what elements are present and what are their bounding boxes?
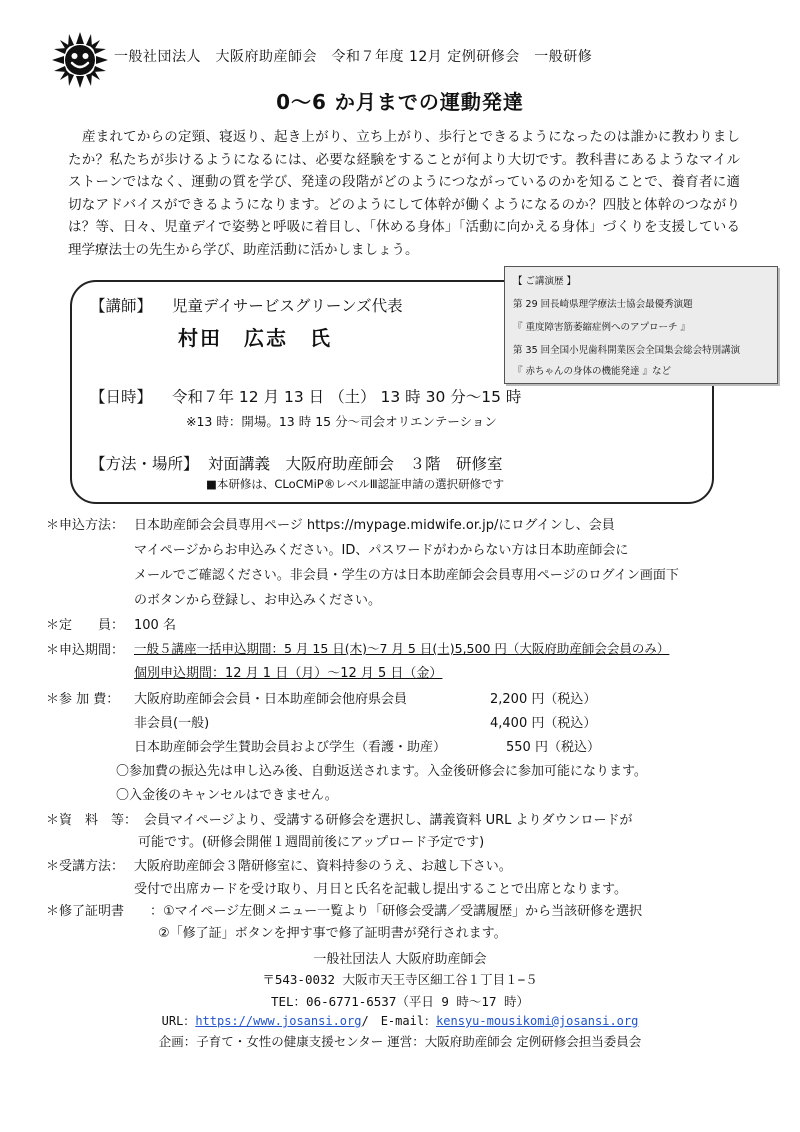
fee-label: ＊参 加 費： [46,692,120,707]
method-value: 対面講義 大阪府助産師会 ３階 研修室 [208,455,503,473]
lecturer-affiliation: 児童デイサービスグリーンズ代表 [172,297,403,315]
certificate-line: ②「修了証」ボタンを押す事で修了証明書が発行されます。 [158,926,507,941]
url-label: URL： [161,1014,196,1028]
application-line: 日本助産師会会員専用ページ https://mypage.midwife.or.jp/にログインし、会員 [134,518,615,533]
fee-row-price: 550 円（税込） [506,740,600,755]
fee-row-price: 4,400 円（税込） [490,716,597,731]
application-label: ＊申込方法： [46,518,125,533]
footer-planner: 企画：子育て・女性の健康支援センター 運営：大阪府助産師会 定例研修会担当委員会 [158,1034,642,1049]
clocmip-note: ■本研修は、CLoCMiP®レベルⅢ認証申請の選択研修です [206,477,505,491]
header [52,32,752,88]
period-line-bulk: 一般５講座一括申込期間：5 月 15 日(木)〜7 月 5 日(土)5,500 円（大阪府助産師会会員のみ） [134,641,670,656]
period-label: ＊申込期間： [46,643,125,658]
materials-line: 会員マイページより、受講する研修会を選択し、講義資料 URL よりダウンロードが [144,813,633,828]
attend-line: 大阪府助産師会３階研修室に、資料持参のうえ、お越し下さい。 [134,859,512,874]
fee-row-who: 大阪府助産師会会員・日本助産師会他府県会員 [134,692,408,707]
footer-tel: TEL：06-6771-6537（平日 9 時〜17 時） [270,994,530,1009]
sun-logo-icon [52,32,108,88]
fee-row-who: 日本助産師会学生賛助会員および学生（看護・助産） [134,740,447,755]
datetime-label: 【日時】 [90,388,153,406]
certificate-label: ＊修了証明書 [46,904,125,919]
attend-line: 受付で出席カードを受け取り、月日と氏名を記載し提出することで出席となります。 [134,882,627,897]
career-item: 第 29 回長崎県理学療法士協会最優秀演題 [513,299,693,310]
fee-row-price: 2,200 円（税込） [490,692,597,707]
fee-note: 〇入金後のキャンセルはできません。 [116,788,338,803]
career-heading: 【 ご講演歴 】 [513,276,577,287]
capacity-value: 100 名 [134,618,176,633]
datetime-note: ※13 時：開場。13 時 15 分〜司会オリエンテーション [186,414,497,429]
application-line: マイページからお申込みください。ID、パスワードがわからない方は日本助産師会に [134,543,629,558]
fee-note: 〇参加費の振込先は申し込み後、自動返送されます。入金後研修会に参加可能になります。 [116,764,647,779]
footer-address: 〒543-0032 大阪市天王寺区細工谷１丁目１−５ [262,972,538,987]
contact-separator: / E-mail： [361,1014,437,1028]
certificate-line: ：①マイページ左側メニュー一覧より「研修会受講／受講履歴」から当該研修を選択 [150,904,643,919]
career-box [504,266,778,384]
method-label: 【方法・場所】 [90,455,199,473]
capacity-label: ＊定 員： [46,618,125,633]
materials-line: 可能です。(研修会開催１週間前後にアップロード予定です) [138,835,485,850]
datetime-value: 令和７年 12 月 13 日 （土） 13 時 30 分〜15 時 [172,388,522,406]
intro-paragraph [68,126,740,261]
footer-contact [0,1012,800,1029]
website-link[interactable]: https://www.josansi.org [195,1014,362,1028]
application-line: メールでご確認ください。非会員・学生の方は日本助産師会会員専用ページのログイン画面下 [134,568,679,583]
materials-label: ＊資 料 等： [46,813,138,828]
email-link[interactable]: kensyu-mousikomi@josansi.org [436,1014,639,1028]
header-org-line: 一般社団法人 大阪府助産師会 令和７年度 12月 定例研修会 一般研修 [114,49,593,65]
fee-row-who: 非会員(一般) [134,716,210,731]
career-item: 『 赤ちゃんの身体の機能発達 』など [513,366,672,377]
attend-label: ＊受講方法： [46,859,125,874]
lecturer-name: 村田 広志 氏 [178,326,332,350]
footer-org: 一般社団法人 大阪府助産師会 [313,952,487,967]
intro-text: 産まれてからの定頸、寝返り、起き上がり、立ち上がり、歩行とできるようになったのは誰かに教わりましたか？私たちが歩けるようになるには、必要な経験をすることが何より大切です。教科書にあるようなマイルストーンではなく、運動の質を学び、発達の段階がどのようにつながっているのかを知ることで、養育者に適切なアドバイスができるようになります。どのようにして体幹が働くようになるのか？四肢と体幹のつながりは？等、日々、児童デイで姿勢と呼吸に着目し、「休める身体」「活動に向かえる身体」づくりを支援している理学療法士の先生から学び、助産活動に活かしましょう。 [68,129,740,258]
career-item: 第 35 回全国小児歯科開業医会全国集会総会特別講演 [513,345,741,356]
period-line-individual: 個別申込期間：12 月 1 日（月）〜12 月 5 日（金） [134,666,443,681]
application-line: のボタンから登録し、お申込みください。 [134,593,382,608]
page-title: 0〜6 か月までの運動発達 [276,90,524,114]
career-item: 『 重度障害筋萎縮症例へのアプローチ 』 [513,322,691,333]
lecturer-label: 【講師】 [90,297,153,315]
